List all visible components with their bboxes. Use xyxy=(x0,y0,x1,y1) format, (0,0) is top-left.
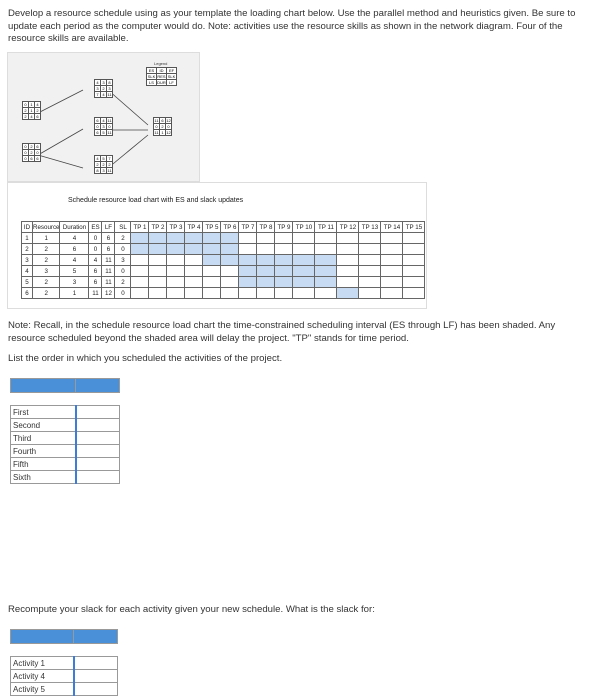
network-node-cell: 2 xyxy=(28,149,35,156)
time-period-cell xyxy=(359,233,381,244)
order-answer-row xyxy=(11,458,120,471)
time-period-cell xyxy=(257,288,275,299)
time-period-cell xyxy=(203,266,221,277)
network-node-cell: 2 xyxy=(34,107,41,114)
order-answer-input[interactable] xyxy=(76,406,120,419)
order-answer-row xyxy=(11,445,120,458)
load-chart-header: TP 10 xyxy=(293,222,315,233)
legend-cell: DUR xyxy=(157,80,166,85)
time-period-cell xyxy=(257,277,275,288)
order-answer-input[interactable] xyxy=(76,432,120,445)
time-period-cell xyxy=(275,288,293,299)
time-period-cell xyxy=(337,244,359,255)
time-period-cell xyxy=(293,244,315,255)
network-node-cell: 4 xyxy=(100,91,107,98)
load-chart-cell: 1 xyxy=(22,233,33,244)
time-period-cell xyxy=(315,266,337,277)
time-period-cell xyxy=(257,244,275,255)
network-node-cell: 1 xyxy=(28,107,35,114)
load-chart-row xyxy=(22,288,425,299)
load-chart-header: TP 13 xyxy=(359,222,381,233)
time-period-cell xyxy=(239,288,257,299)
legend-cell: RES xyxy=(157,74,166,79)
time-period-cell xyxy=(239,255,257,266)
load-chart-cell: 11 xyxy=(102,266,115,277)
network-node-cell: 6 xyxy=(159,117,166,124)
time-period-cell xyxy=(293,277,315,288)
network-node-cell: 3 xyxy=(100,123,107,130)
order-answer-label: Sixth xyxy=(11,471,76,484)
time-period-cell xyxy=(221,266,239,277)
order-answer-row xyxy=(11,471,120,484)
slack-answer-input[interactable] xyxy=(74,683,118,696)
network-node-cell: 11 xyxy=(107,92,112,97)
network-node-cell: 12 xyxy=(166,130,171,135)
load-chart-cell: 2 xyxy=(22,244,33,255)
time-period-cell xyxy=(239,244,257,255)
load-chart-cell: 2 xyxy=(33,277,60,288)
load-chart-header: SL xyxy=(115,222,131,233)
network-node-cell: 7 xyxy=(94,91,101,98)
time-period-cell xyxy=(221,288,239,299)
time-period-cell xyxy=(167,233,185,244)
network-node-cell: 0 xyxy=(34,149,41,156)
time-period-cell xyxy=(275,266,293,277)
load-chart-cell: 2 xyxy=(115,233,131,244)
slack-answer-input[interactable] xyxy=(74,657,118,670)
time-period-cell xyxy=(221,255,239,266)
load-chart-cell: 0 xyxy=(89,233,102,244)
network-node-cell: 1 xyxy=(159,129,166,136)
instructions-text: Develop a resource schedule using as your template the loading chart below. Use the parallel method and heuristics given. Be sure to update each period as the computer would do. Note: activities use the resource skills as shown in the network diagram. Four of the resource skills are available. xyxy=(8,8,576,45)
time-period-cell xyxy=(337,266,359,277)
network-node-cell: 5 xyxy=(100,129,107,136)
load-chart-header: TP 9 xyxy=(275,222,293,233)
load-chart-cell: 4 xyxy=(89,255,102,266)
time-period-cell xyxy=(203,244,221,255)
network-legend xyxy=(146,61,176,85)
slack-answer-input[interactable] xyxy=(74,670,118,683)
network-node-cell: 3 xyxy=(106,85,113,92)
network-node-cell: 0 xyxy=(22,101,29,108)
network-node-cell: 2 xyxy=(94,161,101,168)
network-node-cell: 2 xyxy=(22,107,29,114)
load-chart-header: ES xyxy=(89,222,102,233)
load-chart-cell: 6 xyxy=(102,233,115,244)
legend-cell: ES xyxy=(146,67,157,74)
time-period-cell xyxy=(149,277,167,288)
time-period-cell xyxy=(381,277,403,288)
legend-cell: ID xyxy=(156,67,167,74)
time-period-cell xyxy=(403,266,425,277)
time-period-cell xyxy=(275,277,293,288)
load-chart-header: TP 14 xyxy=(381,222,403,233)
slack-answer-row xyxy=(11,670,118,683)
time-period-cell xyxy=(293,266,315,277)
load-chart-cell: 3 xyxy=(33,266,60,277)
load-chart-header: TP 5 xyxy=(203,222,221,233)
network-node-cell: 6 xyxy=(34,155,41,162)
time-period-cell xyxy=(167,288,185,299)
load-chart-cell: 2 xyxy=(115,277,131,288)
order-answer-row xyxy=(11,406,120,419)
time-period-cell xyxy=(239,277,257,288)
load-chart-cell: 11 xyxy=(102,277,115,288)
time-period-cell xyxy=(359,277,381,288)
network-node-cell: 6 xyxy=(34,113,41,120)
time-period-cell xyxy=(185,266,203,277)
network-node-cell: 0 xyxy=(106,123,113,130)
network-node-cell: 6 xyxy=(94,129,101,136)
network-node-cell: 2 xyxy=(100,161,107,168)
time-period-cell xyxy=(359,288,381,299)
time-period-cell xyxy=(149,266,167,277)
network-node-cell: 8 xyxy=(94,167,101,174)
order-answer-input[interactable] xyxy=(76,419,120,432)
time-period-cell xyxy=(167,255,185,266)
time-period-cell xyxy=(257,266,275,277)
time-period-cell xyxy=(337,255,359,266)
time-period-cell xyxy=(185,277,203,288)
time-period-cell xyxy=(167,266,185,277)
order-answer-row xyxy=(11,419,120,432)
load-chart-cell: 6 xyxy=(89,277,102,288)
time-period-cell xyxy=(221,233,239,244)
load-chart-header: TP 12 xyxy=(337,222,359,233)
load-chart-cell: 5 xyxy=(60,266,89,277)
network-node-cell: 1 xyxy=(28,101,35,108)
network-node-cell: 5 xyxy=(100,155,107,162)
time-period-cell xyxy=(359,255,381,266)
network-node-cell: 0 xyxy=(94,123,101,130)
time-period-cell xyxy=(131,277,149,288)
load-chart-header: TP 7 xyxy=(239,222,257,233)
load-chart-cell: 11 xyxy=(89,288,102,299)
time-period-cell xyxy=(221,244,239,255)
slack-answer-row xyxy=(11,683,118,696)
network-node-cell: 3 xyxy=(100,167,107,174)
load-chart-table xyxy=(21,221,425,299)
time-period-cell xyxy=(403,244,425,255)
network-node-cell: 11 xyxy=(107,168,112,173)
time-period-cell xyxy=(149,288,167,299)
network-node-cell: 4 xyxy=(94,155,101,162)
time-period-cell xyxy=(315,244,337,255)
time-period-cell xyxy=(315,277,337,288)
network-node-cell: 0 xyxy=(153,123,160,130)
load-chart-cell: 4 xyxy=(22,266,33,277)
time-period-cell xyxy=(221,277,239,288)
load-chart-header: Resource xyxy=(33,223,60,231)
load-chart-header: Duration xyxy=(60,222,89,233)
network-node-cell: 2 xyxy=(100,85,107,92)
time-period-cell xyxy=(257,255,275,266)
network-node-cell: 0 xyxy=(22,143,29,150)
time-period-cell xyxy=(131,266,149,277)
load-chart-header: ID xyxy=(22,222,33,233)
slack-prompt: Recompute your slack for each activity given your new schedule. What is the slack for: xyxy=(8,604,375,615)
load-chart-row xyxy=(22,255,425,266)
network-node-cell: 3 xyxy=(94,85,101,92)
time-period-cell xyxy=(203,277,221,288)
network-node-cell: 8 xyxy=(106,79,113,86)
load-chart-cell: 6 xyxy=(102,244,115,255)
network-node-cell: 2 xyxy=(159,123,166,130)
time-period-cell xyxy=(239,233,257,244)
order-answer-row xyxy=(11,432,120,445)
time-period-cell xyxy=(185,288,203,299)
time-period-cell xyxy=(315,233,337,244)
time-period-cell xyxy=(359,244,381,255)
legend-cell: LF xyxy=(166,79,177,86)
time-period-cell xyxy=(337,277,359,288)
time-period-cell xyxy=(403,255,425,266)
network-node-cell: 11 xyxy=(107,130,112,135)
legend-cell: SLK xyxy=(167,74,176,79)
time-period-cell xyxy=(149,233,167,244)
time-period-cell xyxy=(381,233,403,244)
slack-answer-table xyxy=(10,629,118,696)
time-period-cell xyxy=(239,266,257,277)
time-period-cell xyxy=(167,244,185,255)
network-node-cell: 6 xyxy=(28,155,35,162)
time-period-cell xyxy=(337,233,359,244)
slack-answer-label: Activity 4 xyxy=(11,670,74,683)
load-chart-cell: 3 xyxy=(22,255,33,266)
order-answer-input[interactable] xyxy=(76,445,120,458)
load-chart-header: TP 2 xyxy=(149,222,167,233)
network-node-cell: 4 xyxy=(94,79,101,86)
legend-cell: EF xyxy=(166,67,177,74)
order-answer-label: Second xyxy=(11,419,76,432)
load-chart-cell: 2 xyxy=(33,255,60,266)
time-period-cell xyxy=(403,233,425,244)
network-node-cell: 7 xyxy=(106,155,113,162)
time-period-cell xyxy=(381,266,403,277)
time-period-cell xyxy=(315,288,337,299)
load-chart-header: LF xyxy=(102,222,115,233)
note-text: Note: Recall, in the schedule resource load chart the time-constrained scheduling interval (ES through LF) has been shaded. Any resource scheduled beyond the shaded area will delay the project. "TP" stands for time period. xyxy=(8,320,556,344)
time-period-cell xyxy=(381,255,403,266)
order-answer-label: Third xyxy=(11,432,76,445)
time-period-cell xyxy=(293,288,315,299)
load-chart-cell: 0 xyxy=(115,266,131,277)
load-chart-header: TP 8 xyxy=(257,222,275,233)
time-period-cell xyxy=(257,233,275,244)
network-node-cell: 2 xyxy=(106,161,113,168)
time-period-cell xyxy=(337,288,359,299)
load-chart-header: TP 1 xyxy=(131,222,149,233)
load-chart-cell: 4 xyxy=(60,255,89,266)
time-period-cell xyxy=(203,288,221,299)
load-chart-cell: 3 xyxy=(60,277,89,288)
time-period-cell xyxy=(293,233,315,244)
load-chart-cell: 6 xyxy=(22,288,33,299)
time-period-cell xyxy=(381,244,403,255)
order-answer-table xyxy=(10,378,120,484)
load-chart-cell: 5 xyxy=(22,277,33,288)
slack-answer-label: Activity 5 xyxy=(11,683,74,696)
load-chart-cell: 1 xyxy=(60,288,89,299)
network-node-cell: 11 xyxy=(154,118,159,123)
order-answer-input[interactable] xyxy=(76,458,120,471)
order-answer-input[interactable] xyxy=(76,471,120,484)
legend-title: Legend xyxy=(154,61,168,66)
slack-answer-row xyxy=(11,657,118,670)
network-node-cell: 0 xyxy=(22,149,29,156)
time-period-cell xyxy=(315,255,337,266)
time-period-cell xyxy=(275,233,293,244)
network-node-cell: 0 xyxy=(165,123,172,130)
load-chart-cell: 2 xyxy=(33,244,60,255)
slack-answer-label: Activity 1 xyxy=(11,657,74,670)
time-period-cell xyxy=(185,233,203,244)
time-period-cell xyxy=(203,255,221,266)
legend-cell: LS xyxy=(146,79,157,86)
time-period-cell xyxy=(403,277,425,288)
load-chart-header: TP 3 xyxy=(167,222,185,233)
load-chart-row xyxy=(22,266,425,277)
network-node-cell: 11 xyxy=(107,118,112,123)
time-period-cell xyxy=(203,233,221,244)
network-node-cell: 3 xyxy=(100,79,107,86)
time-period-cell xyxy=(293,255,315,266)
time-period-cell xyxy=(131,288,149,299)
load-chart-cell: 12 xyxy=(102,288,115,299)
load-chart-row xyxy=(22,233,425,244)
legend-cell: SLK xyxy=(147,74,156,79)
load-chart-header: TP 11 xyxy=(315,222,337,233)
network-node-cell: 2 xyxy=(22,113,29,120)
network-node-cell: 2 xyxy=(28,143,35,150)
load-chart-cell: 6 xyxy=(89,266,102,277)
time-period-cell xyxy=(275,255,293,266)
order-answer-label: Fourth xyxy=(11,445,76,458)
time-period-cell xyxy=(185,255,203,266)
load-chart-cell: 2 xyxy=(33,288,60,299)
time-period-cell xyxy=(131,244,149,255)
order-prompt: List the order in which you scheduled the activities of the project. xyxy=(8,353,283,364)
network-node-cell: 4 xyxy=(28,113,35,120)
time-period-cell xyxy=(185,244,203,255)
network-node-cell: 4 xyxy=(34,101,41,108)
load-chart-cell: 0 xyxy=(115,244,131,255)
network-node-cell: 0 xyxy=(22,155,29,162)
time-period-cell xyxy=(149,244,167,255)
load-chart-header: TP 6 xyxy=(221,222,239,233)
network-node-cell: 12 xyxy=(166,118,171,123)
order-answer-label: Fifth xyxy=(11,458,76,471)
load-chart-cell: 1 xyxy=(33,233,60,244)
load-chart-cell: 3 xyxy=(115,255,131,266)
load-chart-header: TP 4 xyxy=(185,222,203,233)
load-chart-cell: 6 xyxy=(60,244,89,255)
network-node-cell: 6 xyxy=(94,117,101,124)
load-chart-cell: 0 xyxy=(89,244,102,255)
time-period-cell xyxy=(359,266,381,277)
network-node-cell: 11 xyxy=(154,130,159,135)
order-answer-label: First xyxy=(11,406,76,419)
load-chart-title: Schedule resource load chart with ES and slack updates xyxy=(68,197,244,204)
network-node-cell: 4 xyxy=(100,117,107,124)
time-period-cell xyxy=(381,288,403,299)
load-chart-cell: 4 xyxy=(60,233,89,244)
load-chart-row xyxy=(22,244,425,255)
time-period-cell xyxy=(275,244,293,255)
load-chart-cell: 11 xyxy=(102,255,115,266)
time-period-cell xyxy=(131,233,149,244)
load-chart-cell: 0 xyxy=(115,288,131,299)
network-diagram xyxy=(7,52,200,182)
time-period-cell xyxy=(403,288,425,299)
time-period-cell xyxy=(149,255,167,266)
time-period-cell xyxy=(167,277,185,288)
load-chart-header: TP 15 xyxy=(403,222,425,233)
network-node-cell: 6 xyxy=(34,143,41,150)
load-chart-row xyxy=(22,277,425,288)
time-period-cell xyxy=(131,255,149,266)
